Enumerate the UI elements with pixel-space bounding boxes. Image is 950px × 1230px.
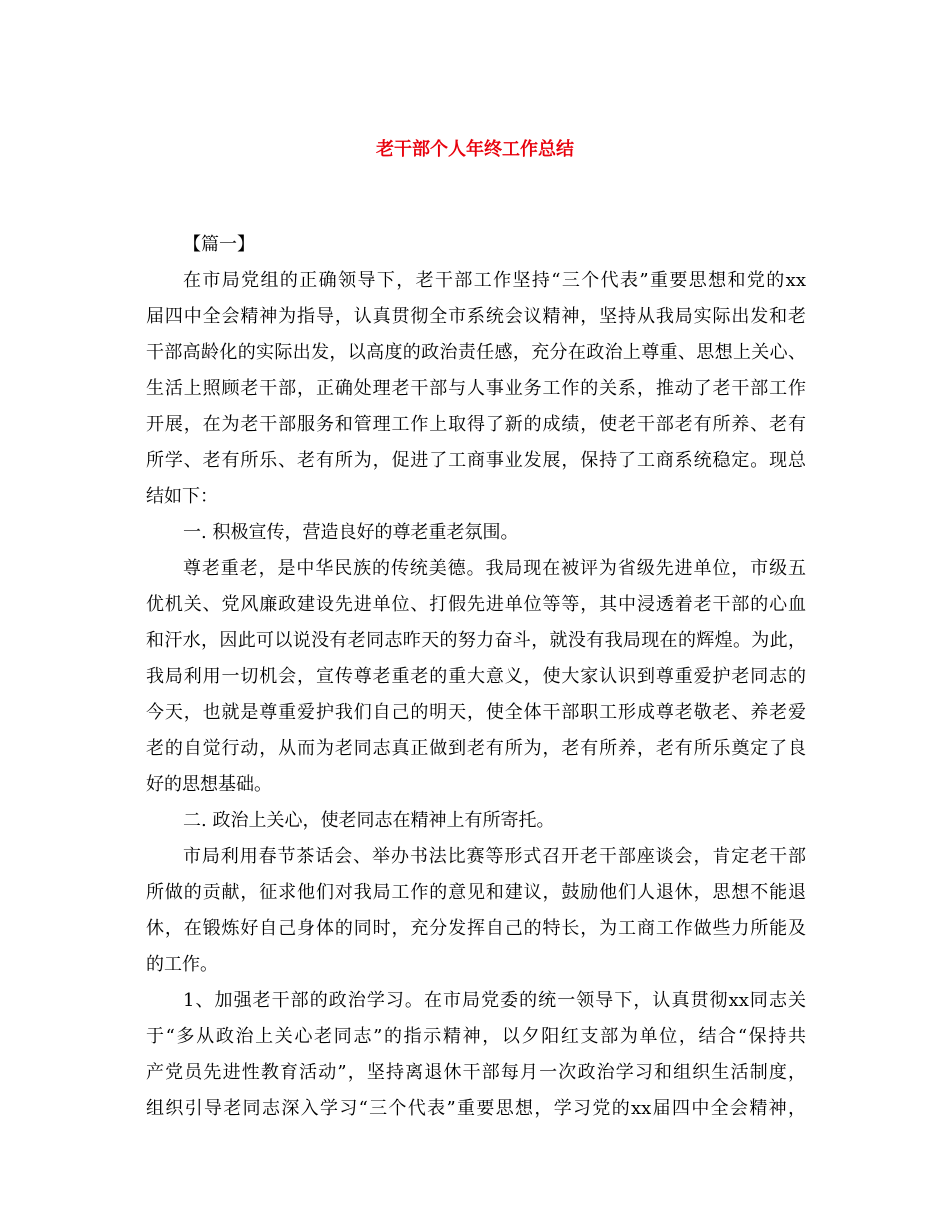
paragraph-line: 休，在锻炼好自己身体的同时，充分发挥自己的特长，为工商工作做些力所能及	[146, 918, 806, 939]
paragraph-line: 在市局党组的正确领导下，老干部工作坚持“三个代表”重要思想和党的xx	[183, 270, 806, 291]
paragraph-line: 届四中全会精神为指导，认真贯彻全市系统会议精神，坚持从我局实际出发和老	[146, 306, 806, 327]
paragraph-line: 优机关、党风廉政建设先进单位、打假先进单位等等，其中浸透着老干部的心血	[146, 594, 806, 615]
document-body	[146, 227, 806, 1127]
paragraph-line: 和汗水，因此可以说没有老同志昨天的努力奋斗，就没有我局现在的辉煌。为此，	[146, 630, 806, 651]
paragraph-line: 【篇一】	[183, 234, 255, 255]
paragraph-line: 所学、老有所乐、老有所为，促进了工商事业发展，保持了工商系统稳定。现总	[146, 450, 806, 471]
paragraph-line: 今天，也就是尊重爱护我们自己的明天，使全体干部职工形成尊老敬老、养老爱	[146, 702, 806, 723]
paragraph-line: 所做的贡献，征求他们对我局工作的意见和建议，鼓励他们人退休，思想不能退	[146, 882, 806, 903]
paragraph-line: 1、加强老干部的政治学习。在市局党委的统一领导下，认真贯彻xx同志关	[183, 990, 806, 1011]
paragraph-line: 于“多从政治上关心老同志”的指示精神，以夕阳红支部为单位，结合“保持共	[146, 1026, 806, 1047]
paragraph-line: 二. 政治上关心，使老同志在精神上有所寄托。	[183, 810, 555, 831]
paragraph-line: 一. 积极宣传，营造良好的尊老重老氛围。	[183, 522, 519, 543]
paragraph-line: 尊老重老，是中华民族的传统美德。我局现在被评为省级先进单位，市级五	[183, 558, 806, 579]
paragraph-line: 好的思想基础。	[146, 774, 272, 795]
paragraph-line: 开展，在为老干部服务和管理工作上取得了新的成绩，使老干部老有所养、老有	[146, 414, 806, 435]
paragraph-line: 产党员先进性教育活动”，坚持离退休干部每月一次政治学习和组织生活制度，	[146, 1062, 806, 1083]
paragraph-line: 生活上照顾老干部，正确处理老干部与人事业务工作的关系，推动了老干部工作	[146, 378, 806, 399]
paragraph-line: 我局利用一切机会，宣传尊老重老的重大意义，使大家认识到尊重爱护老同志的	[146, 666, 806, 687]
paragraph-line: 结如下：	[146, 486, 218, 507]
paragraph-line: 组织引导老同志深入学习“三个代表”重要思想，学习党的xx届四中全会精神，	[146, 1098, 806, 1119]
paragraph-line: 市局利用春节茶话会、举办书法比赛等形式召开老干部座谈会，肯定老干部	[183, 846, 806, 867]
document-title: 老干部个人年终工作总结	[376, 139, 574, 160]
paragraph-line: 的工作。	[146, 954, 218, 975]
paragraph-line: 干部高龄化的实际出发，以高度的政治责任感，充分在政治上尊重、思想上关心、	[146, 342, 806, 363]
paragraph-line: 老的自觉行动，从而为老同志真正做到老有所为，老有所养，老有所乐奠定了良	[146, 738, 806, 759]
